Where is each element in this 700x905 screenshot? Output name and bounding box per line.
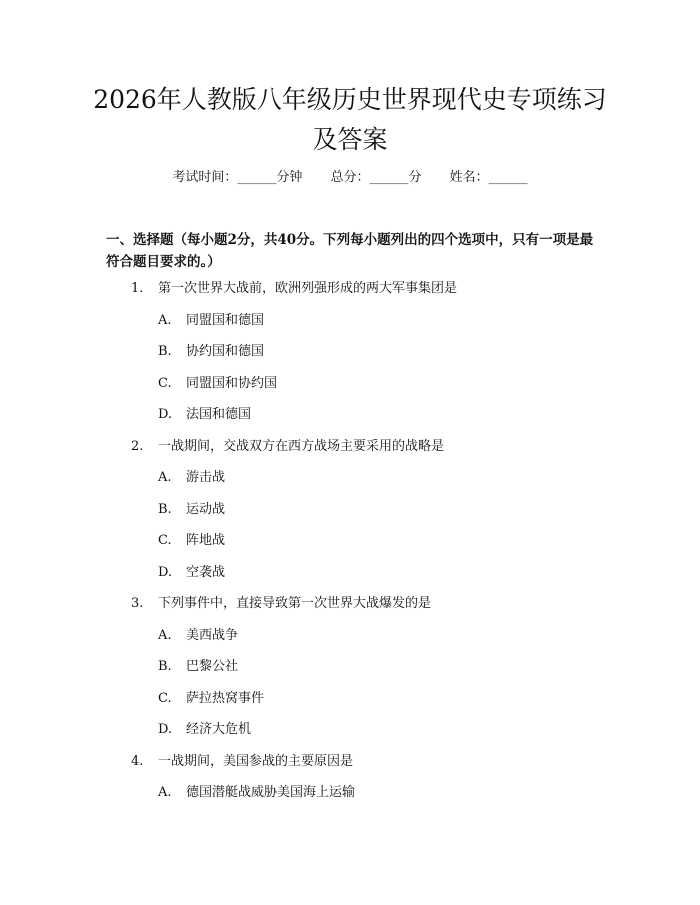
option-letter: A. — [158, 470, 172, 485]
answer-option — [0, 626, 700, 658]
section-heading: 一、选择题（每小题2分，共40分。下列每小题列出的四个选项中，只有一项是最符合题目要求的。） — [106, 232, 594, 270]
option-text: 德国潜艇战威胁美国海上运输 — [186, 785, 356, 800]
question-number: 2. — [131, 438, 144, 454]
question-text: 一战期间，美国参战的主要原因是 — [158, 753, 354, 769]
option-letter: B. — [158, 501, 172, 517]
answer-option — [0, 783, 700, 815]
answer-option — [0, 342, 700, 374]
option-letter: B. — [158, 344, 172, 359]
option-letter: D. — [158, 564, 173, 580]
option-text: 游击战 — [186, 470, 226, 485]
exam-total-score: 总分：______分 — [330, 170, 422, 185]
answer-option — [0, 405, 700, 437]
answer-option — [0, 374, 700, 406]
question-number: 3. — [131, 596, 144, 611]
document-title: 2026年人教版八年级历史世界现代史专项练习及答案 — [93, 85, 607, 154]
option-letter: D. — [158, 722, 173, 737]
option-letter: A. — [158, 627, 172, 643]
question-item — [0, 437, 700, 469]
question-number: 1. — [131, 281, 144, 296]
question-item — [0, 594, 700, 626]
exam-name: 姓名：______ — [449, 170, 528, 185]
answer-option — [0, 563, 700, 595]
answer-option — [0, 531, 700, 563]
answer-option — [0, 468, 700, 500]
question-text: 一战期间，交战双方在西方战场主要采用的战略是 — [158, 438, 445, 454]
answer-option — [0, 689, 700, 721]
answer-option — [0, 311, 700, 343]
exam-time: 考试时间：______分钟 — [172, 170, 303, 185]
answer-option — [0, 720, 700, 752]
question-text: 下列事件中，直接导致第一次世界大战爆发的是 — [158, 596, 432, 611]
question-item — [0, 752, 700, 784]
answer-option — [0, 657, 700, 689]
question-number: 4. — [131, 753, 144, 769]
option-letter: C. — [158, 690, 172, 706]
option-text: 经济大危机 — [186, 722, 252, 737]
option-text: 同盟国和德国 — [186, 312, 265, 328]
option-text: 运动战 — [186, 501, 226, 517]
question-list — [0, 279, 700, 815]
option-letter: C. — [158, 375, 172, 391]
option-letter: A. — [158, 312, 172, 328]
exam-info — [0, 168, 700, 188]
option-text: 空袭战 — [186, 564, 226, 580]
answer-option — [0, 500, 700, 532]
option-letter: C. — [158, 533, 172, 548]
question-item — [0, 279, 700, 311]
option-text: 法国和德国 — [186, 407, 252, 422]
option-letter: D. — [158, 407, 173, 422]
option-text: 萨拉热窝事件 — [186, 690, 265, 706]
option-text: 巴黎公社 — [186, 659, 239, 674]
option-text: 美西战争 — [186, 627, 239, 643]
question-text: 第一次世界大战前，欧洲列强形成的两大军事集团是 — [158, 281, 458, 296]
option-text: 阵地战 — [186, 533, 226, 548]
option-letter: A. — [158, 785, 172, 800]
option-text: 协约国和德国 — [186, 344, 265, 359]
option-letter: B. — [158, 659, 172, 674]
option-text: 同盟国和协约国 — [186, 375, 278, 391]
